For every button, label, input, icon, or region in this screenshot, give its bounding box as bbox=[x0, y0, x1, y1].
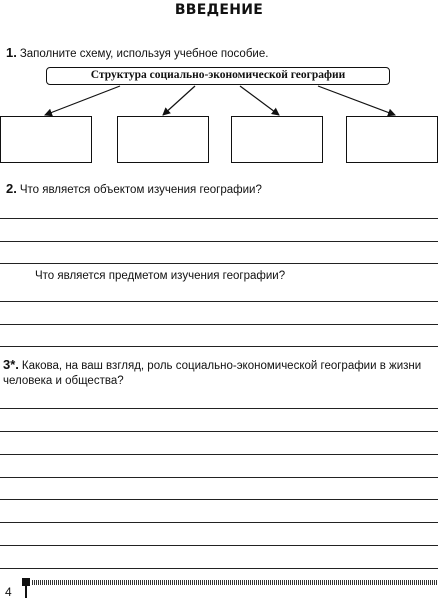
task-3 bbox=[3, 357, 433, 389]
answer-line[interactable] bbox=[0, 454, 438, 455]
task-1 bbox=[6, 45, 268, 62]
answer-line[interactable] bbox=[0, 263, 438, 264]
scheme-arrow-2 bbox=[163, 86, 195, 115]
footer-stem bbox=[25, 586, 27, 598]
scheme-arrow-4 bbox=[318, 86, 395, 115]
answer-line[interactable] bbox=[0, 408, 438, 409]
footer-marker bbox=[22, 578, 30, 586]
answer-line[interactable] bbox=[0, 324, 438, 325]
task-3-number: 3*. bbox=[3, 357, 19, 372]
task-1-text: Заполните схему, используя учебное пособие. bbox=[19, 48, 269, 60]
answer-line[interactable] bbox=[0, 499, 438, 500]
scheme-arrow-1 bbox=[45, 86, 120, 115]
scheme-box-2[interactable] bbox=[117, 116, 209, 163]
answer-line[interactable] bbox=[0, 522, 438, 523]
scheme-box-4[interactable] bbox=[346, 116, 438, 163]
answer-line[interactable] bbox=[0, 568, 438, 569]
answer-line[interactable] bbox=[0, 301, 438, 302]
task-2-question-1: Что является объектом изучения географии? bbox=[19, 184, 262, 196]
footer-rule bbox=[32, 580, 438, 585]
answer-line[interactable] bbox=[0, 431, 438, 432]
page-number: 4 bbox=[5, 585, 12, 599]
answer-line[interactable] bbox=[0, 346, 438, 347]
answer-line[interactable] bbox=[0, 241, 438, 242]
scheme-arrow-3 bbox=[240, 86, 279, 115]
task-2-number: 2. bbox=[6, 181, 17, 196]
task-3-text: Какова, на ваш взгляд, роль социально-экономической географии в жизни человека и общества? bbox=[3, 360, 422, 387]
scheme-box-3[interactable] bbox=[231, 116, 323, 163]
scheme-box-1[interactable] bbox=[0, 116, 92, 163]
scheme-title-box: Структура социально-экономической географии bbox=[46, 67, 390, 85]
answer-line[interactable] bbox=[0, 218, 438, 219]
task-2 bbox=[6, 181, 262, 198]
answer-line[interactable] bbox=[0, 545, 438, 546]
answer-line[interactable] bbox=[0, 477, 438, 478]
task-2-question-2: Что является предметом изучения географии? bbox=[35, 270, 286, 282]
page-heading: ВВЕДЕНИЕ bbox=[174, 2, 264, 18]
task-1-number: 1. bbox=[6, 45, 17, 60]
